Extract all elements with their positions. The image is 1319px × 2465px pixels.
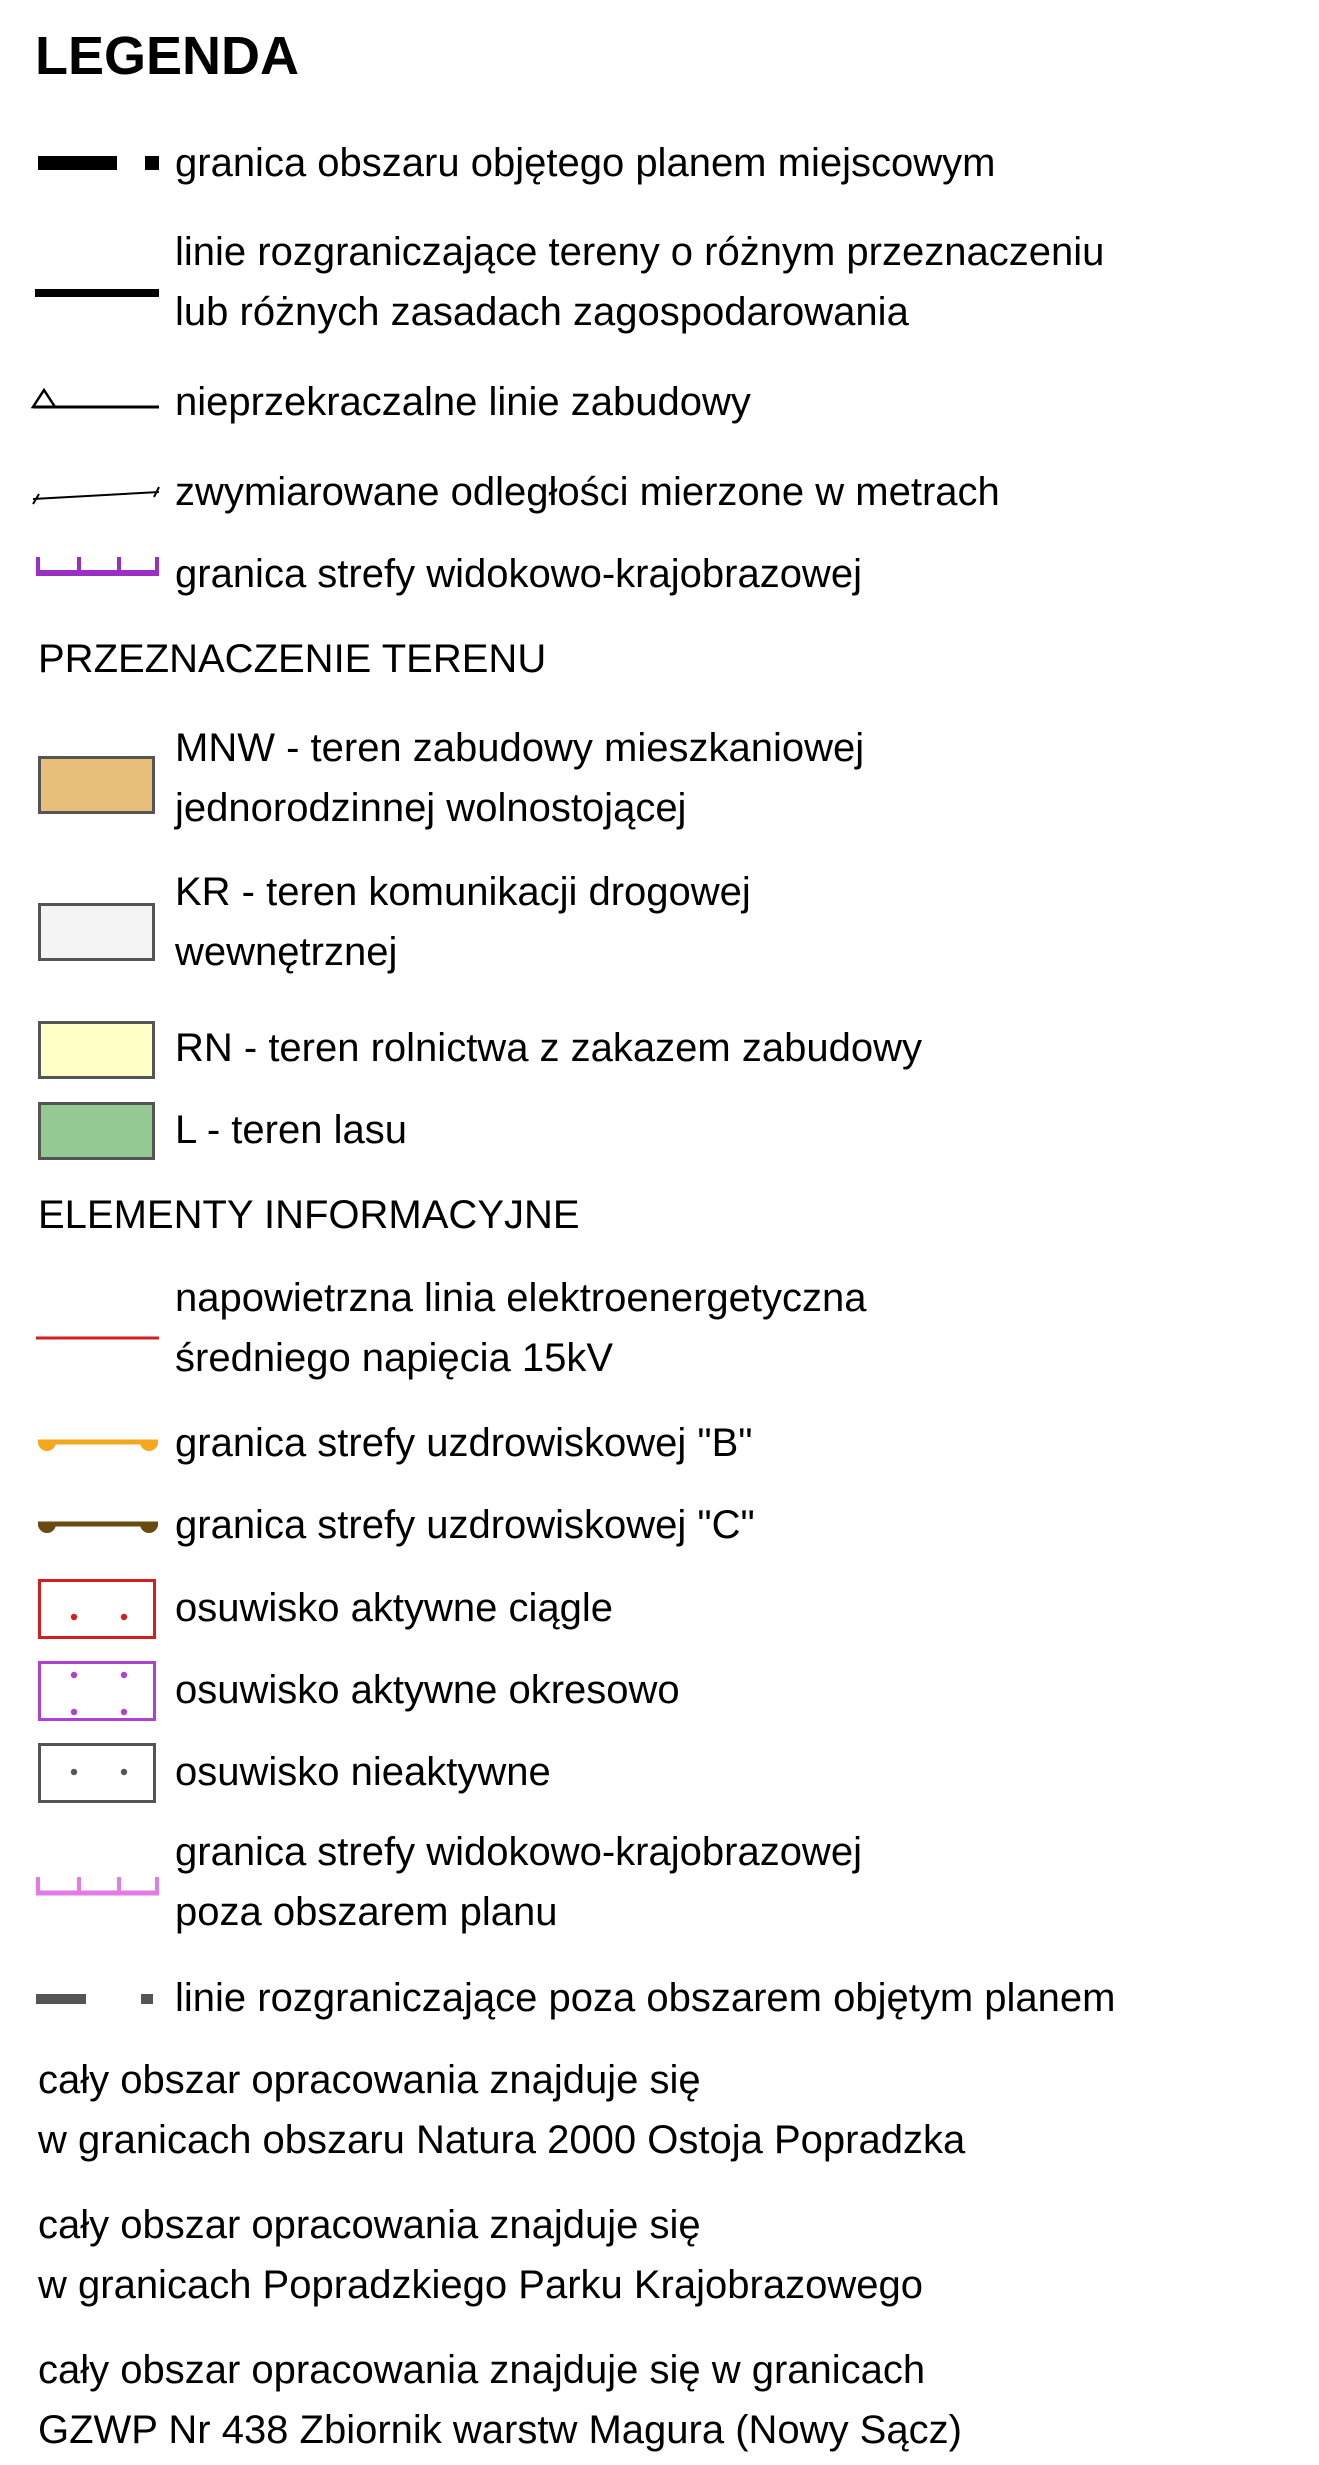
view-zone-symbol <box>28 540 163 610</box>
l-swatch <box>38 1102 155 1160</box>
division-line-label-1: linie rozgraniczające tereny o różnym przeznaczeniu <box>175 230 1105 274</box>
building-line-symbol <box>28 370 163 440</box>
spa-zone-b-symbol <box>28 1412 163 1482</box>
spa-zone-c-symbol <box>28 1494 163 1564</box>
note-park-line-2: w granicach Popradzkiego Parku Krajobrazowego <box>38 2263 923 2307</box>
info-heading: ELEMENTY INFORMACYJNE <box>38 1193 580 1237</box>
mnw-swatch <box>38 756 155 814</box>
landslide-continuous-symbol <box>28 1574 163 1644</box>
note-gzwp-line-2: GZWP Nr 438 Zbiornik warstw Magura (Nowy Sącz) <box>38 2408 962 2452</box>
power-line-symbol <box>28 1303 163 1373</box>
building-line-label: nieprzekraczalne linie zabudowy <box>175 380 751 424</box>
mnw-label-1: MNW - teren zabudowy mieszkaniowej <box>175 726 865 770</box>
rn-swatch <box>38 1021 155 1079</box>
landslide-periodic-label: osuwisko aktywne okresowo <box>175 1668 680 1712</box>
landslide-periodic-symbol <box>28 1656 163 1726</box>
view-zone-outside-symbol <box>28 1855 163 1925</box>
legend-title: LEGENDA <box>35 26 300 86</box>
note-natura-line-1: cały obszar opracowania znajduje się <box>38 2058 701 2102</box>
note-gzwp-line-1: cały obszar opracowania znajduje się w granicach <box>38 2348 926 2392</box>
outside-division-label: linie rozgraniczające poza obszarem objętym planem <box>175 1976 1116 2020</box>
landslide-inactive-symbol <box>28 1738 163 1808</box>
division-line-label-2: lub różnych zasadach zagospodarowania <box>175 290 909 334</box>
division-line-symbol <box>28 258 163 328</box>
rn-label: RN - teren rolnictwa z zakazem zabudowy <box>175 1026 922 1070</box>
plan-boundary-symbol <box>28 127 163 197</box>
spa-zone-b-label: granica strefy uzdrowiskowej "B" <box>175 1421 753 1465</box>
landslide-inactive-label: osuwisko nieaktywne <box>175 1750 551 1794</box>
outside-division-symbol <box>28 1964 163 2034</box>
kr-label-2: wewnętrznej <box>175 930 398 974</box>
landuse-heading: PRZEZNACZENIE TERENU <box>38 637 547 681</box>
spa-zone-c-label: granica strefy uzdrowiskowej "C" <box>175 1503 755 1547</box>
kr-label-1: KR - teren komunikacji drogowej <box>175 870 751 914</box>
note-natura-line-2: w granicach obszaru Natura 2000 Ostoja Popradzka <box>38 2118 966 2162</box>
mnw-label-2: jednorodzinnej wolnostojącej <box>175 786 687 830</box>
power-line-label-1: napowietrzna linia elektroenergetyczna <box>175 1276 867 1320</box>
view-zone-outside-label-1: granica strefy widokowo-krajobrazowej <box>175 1830 862 1874</box>
view-zone-label: granica strefy widokowo-krajobrazowej <box>175 552 862 596</box>
landslide-continuous-label: osuwisko aktywne ciągle <box>175 1586 613 1630</box>
plan-boundary-label: granica obszaru objętego planem miejscowym <box>175 141 996 185</box>
l-label: L - teren lasu <box>175 1108 407 1152</box>
note-park-line-1: cały obszar opracowania znajduje się <box>38 2203 701 2247</box>
dimension-line-symbol <box>28 458 163 528</box>
dimension-line-label: zwymiarowane odległości mierzone w metrach <box>175 470 1000 514</box>
kr-swatch <box>38 903 155 961</box>
view-zone-outside-label-2: poza obszarem planu <box>175 1890 558 1934</box>
power-line-label-2: średniego napięcia 15kV <box>175 1336 614 1380</box>
